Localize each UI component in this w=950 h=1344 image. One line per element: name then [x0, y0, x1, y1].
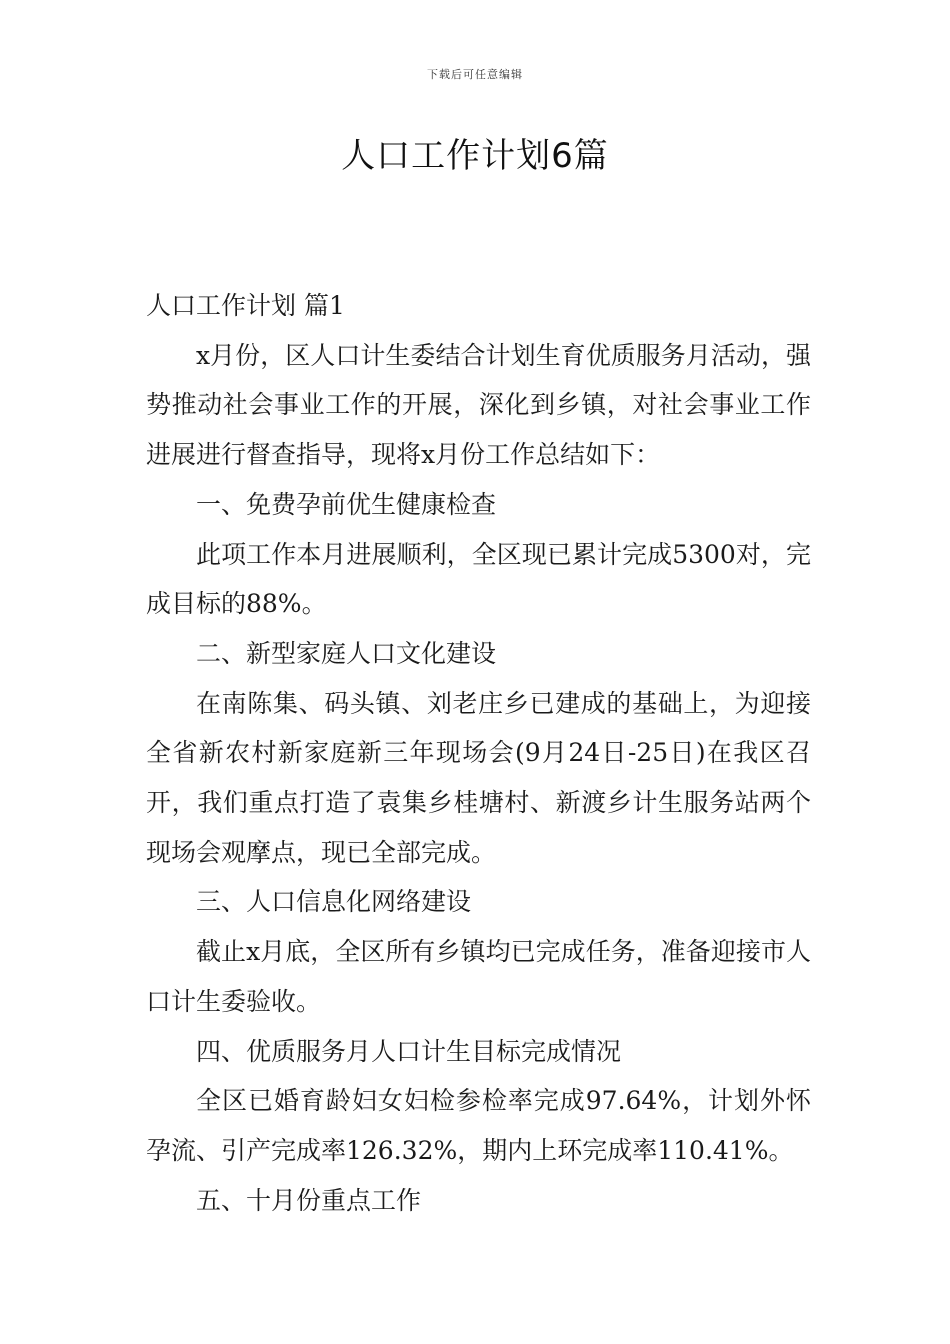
subheading-4: 四、优质服务月人口计生目标完成情况 [196, 1036, 622, 1066]
subheading-5: 五、十月份重点工作 [196, 1185, 422, 1215]
intro-paragraph: x月份，区人口计生委结合计划生育优质服务月活动，强势推动社会事业工作的开展，深化到乡镇，对社会事业工作进展进行督查指导，现将x月份工作总结如下： [146, 340, 811, 470]
paragraph-4: 全区已婚育龄妇女妇检参检率完成97.64%，计划外怀孕流、引产完成率126.32%，期内上环完成率110.41%。 [146, 1086, 811, 1165]
document-body [146, 281, 811, 1225]
paragraph-1: 此项工作本月进展顺利，全区现已累计完成5300对，完成目标的88%。 [146, 539, 811, 619]
paragraph-3: 截止x月底，全区所有乡镇均已完成任务，准备迎接市人口计生委验收。 [146, 937, 811, 1016]
section-heading: 人口工作计划 篇1 [146, 291, 345, 320]
subheading-2: 二、新型家庭人口文化建设 [196, 638, 497, 668]
subheading-1: 一、免费孕前优生健康检查 [196, 489, 497, 519]
document-title: 人口工作计划6篇 [341, 136, 609, 176]
header-note: 下载后可任意编辑 [427, 68, 523, 81]
paragraph-2: 在南陈集、码头镇、刘老庄乡已建成的基础上，为迎接全省新农村新家庭新三年现场会(9月24日-25日)在我区召开，我们重点打造了袁集乡桂塘村、新渡乡计生服务站两个现场会观摩点，现已全部完成。 [146, 688, 811, 867]
subheading-3: 三、人口信息化网络建设 [196, 887, 472, 917]
